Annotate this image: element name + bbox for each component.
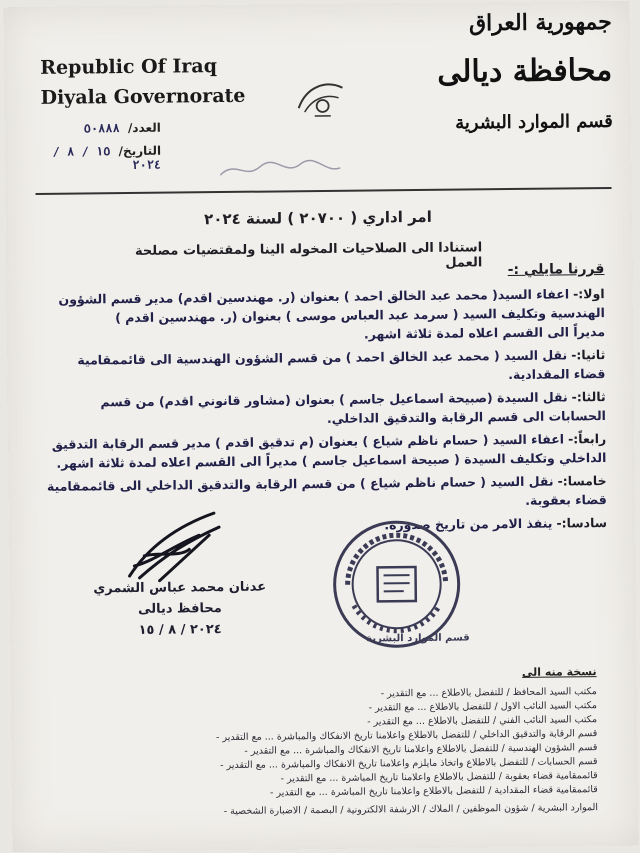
- body-line-3: مديراً الى القسم اعلاه لمدة ثلاثة اشهر.: [363, 324, 606, 342]
- number-value: ٥٠٨٨٨: [83, 121, 120, 136]
- cc-item: قائممقامية قضاء المقدادية / للتفضل بالاطلاع واعلامنا تاريخ المباشرة ... مع التقدير -: [78, 783, 598, 802]
- body-line-7: الحسابات الى قسم الرقابة والتدقيق الداخلي.: [326, 408, 606, 426]
- faded-handwriting-mark: [215, 154, 345, 185]
- document-page: [4, 1, 639, 853]
- signature-block: [80, 576, 281, 641]
- header-arabic-governorate: محافظة ديالى: [437, 52, 613, 90]
- cc-item: مكتب السيد النائب الاول / للتفضل بالاطلاع ... مع التقدير -: [77, 699, 597, 718]
- header-arabic-department: قسم الموارد البشرية: [455, 110, 613, 134]
- handwritten-signature: [119, 505, 230, 586]
- body-line-11: قضاء بعقوبة.: [525, 492, 607, 508]
- header-english-line2: Diyala Governorate: [40, 84, 246, 109]
- cc-item: مكتب السيد المحافظ / للتفضل بالاطلاع ... مع التقدير -: [77, 685, 597, 704]
- order-intro: استنادا الى الصلاحيات المخوله الينا ولمقتضيات مصلحة العمل: [134, 240, 483, 271]
- cc-heading: نسخة منه الى: [521, 665, 597, 679]
- signatory-name: عدنان محمد عباس الشمري: [93, 579, 267, 597]
- number-label: العدد/: [127, 120, 161, 136]
- cc-item: قائممقامية قضاء بعقوبة / للتفضل بالاطلاع واعلامنا تاريخ المباشرة ... مع التقدير -: [78, 769, 598, 788]
- eagle-emblem-icon: [292, 78, 348, 127]
- header-divider: [36, 187, 612, 195]
- body-line-4: ثانيا:- نقل السيد ( محمد عبد الخالق احمد ) من قسم الشؤون الهندسية الى قائممقامية: [77, 347, 606, 368]
- date-value: ١٥ / ٨ / ٢٠٢٤: [52, 144, 162, 172]
- date-label: التاريخ/: [118, 143, 162, 159]
- body-line-12: سادسا:- ينفذ الامر من تاريخ صدوره.: [384, 515, 608, 533]
- header-arabic-republic: جمهورية العراق: [468, 8, 612, 37]
- stamp-text: قسم الموارد البشرية: [366, 632, 470, 645]
- cc-item: قسم الشؤون الهندسية / للتفضل بالاطلاع واعلامنا تاريخ الانفكاك والمباشرة ... مع التقدير -: [77, 741, 597, 760]
- header-english-line1: Republic Of Iraq: [40, 55, 218, 79]
- body-line-1: اولا:- اعفاء السيد( محمد عبد الخالق احمد ) بعنوان (ر. مهندسين اقدم) مدير قسم الشؤون: [58, 286, 605, 307]
- cc-item: مكتب السيد النائب الفني / للتفضل بالاطلاع ... مع التقدير -: [77, 713, 597, 732]
- document-number: [41, 121, 161, 136]
- signature-date: ٢٠٢٤ / ٨ / ١٥: [138, 622, 222, 638]
- body-line-8: رابعاً:- اعفاء السيد ( حسام ناظم شياع ) بعنوان (م تدقيق اقدم ) مدير قسم الرقابة التدقيق: [51, 431, 607, 452]
- body-line-2: الهندسية وتكليف السيد ( سرمد عبد العباس موسى ) بعنوان (ر. مهندسين اقدم ): [115, 305, 605, 326]
- document-date: [41, 144, 161, 173]
- body-line-9: الداخلي وتكليف السيدة ( صبيحة اسماعيل جاسم ) مديراً الى القسم اعلاه لمدة ثلاثة اشهر.: [56, 450, 607, 471]
- cc-item: قسم الرقابة والتدقيق الداخلي / للتفضل بالاطلاع واعلامنا تاريخ الانفكاك والمباشرة ... مع التقدير -: [77, 727, 597, 746]
- body-line-5: قضاء المقدادية.: [508, 366, 606, 383]
- signatory-role: محافظ ديالى: [137, 601, 222, 617]
- cc-item: قسم الحسابات / للتفضل بالاطلاع واتخاذ مايلزم واعلامنا تاريخ الانفكاك والمباشرة ... مع التقدير -: [77, 755, 597, 774]
- decision-heading: قررنا مايلي :-: [507, 261, 605, 279]
- order-title: امر اداري ( ٢٠٧٠٠ ) لسنة ٢٠٢٤: [204, 207, 432, 229]
- body-line-6: ثالثا:- نقل السيدة (صبيحة اسماعيل جاسم ) بعنوان (مشاور قانوني اقدم) من قسم: [100, 389, 606, 410]
- cc-item: الموارد البشرية / شؤون الموظفين / الملاك / الارشفة الالكترونية / البصمة / الاضبارة الشخصية -: [78, 801, 598, 820]
- body-line-10: خامسا:- نقل السيد ( حسام ناظم شياع ) من قسم الرقابة والتدقيق الداخلي الى قائممقامية: [46, 473, 607, 494]
